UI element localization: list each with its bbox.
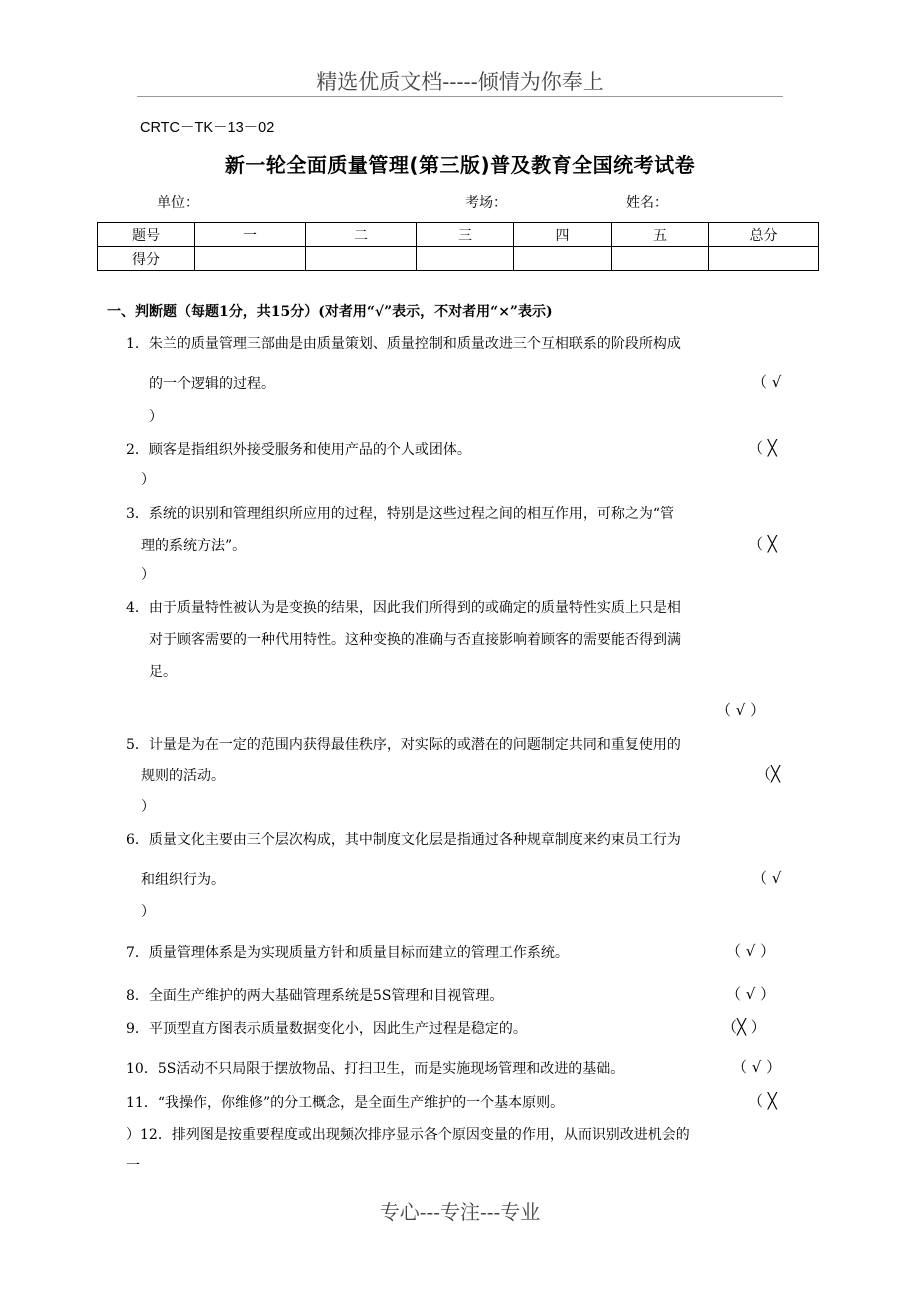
question-6-line-2: 和组织行为。 (141, 872, 225, 888)
question-2-answer-close: ） (141, 472, 155, 488)
page-footer: 专心---专注---专业 (379, 1200, 541, 1224)
question-10-line-1: 10．5S活动不只局限于摆放物品、打扫卫生，而是实施现场管理和改进的基础。 (126, 1061, 625, 1077)
score-table-header-cell: 二 (306, 223, 417, 247)
question-1-answer-close: ） (149, 409, 163, 425)
question-6-answer: （ √ (752, 869, 782, 887)
question-4-line-1: 4．由于质量特性被认为是变换的结果，因此我们所得到的或确定的质量特性实质上只是相 (126, 600, 681, 616)
document-code: CRTC－TK－13－02 (140, 120, 275, 136)
header-divider (137, 96, 783, 97)
question-3-line-1: 3．系统的识别和管理组织所应用的过程，特别是这些过程之间的相互作用，可称之为“管 (126, 506, 675, 522)
question-9-line-1: 9．平顶型直方图表示质量数据变化小，因此生产过程是稳定的。 (126, 1021, 527, 1037)
question-11-line-1: 11．“我操作，你维修”的分工概念，是全面生产维护的一个基本原则。 (126, 1095, 565, 1111)
score-input-cell[interactable] (709, 247, 819, 271)
question-12-line-1: ）12．排列图是按重要程度或出现频次排序显示各个原因变量的作用，从而识别改进机会的 (126, 1127, 690, 1143)
question-9-answer: （╳ ） (722, 1018, 766, 1036)
score-input-cell[interactable] (417, 247, 514, 271)
question-5-answer-close: ） (141, 799, 155, 815)
question-8-answer: （ √ ） (726, 985, 776, 1003)
section-heading: 一、判断题（每题1分，共15分）(对者用“√”表示，不对者用“×”表示) (107, 304, 553, 320)
question-5-line-1: 5．计量是为在一定的范围内获得最佳秩序，对实际的或潜在的问题制定共同和重复使用的 (126, 737, 681, 753)
question-1-line-1: 1．朱兰的质量管理三部曲是由质量策划、质量控制和质量改进三个互相联系的阶段所构成 (126, 336, 681, 352)
score-input-cell[interactable] (612, 247, 709, 271)
question-10-answer: （ √ ） (732, 1058, 782, 1076)
score-table-header-row (98, 223, 819, 247)
question-3-answer: （ ╳ (748, 535, 777, 553)
page-header: 精选优质文档-----倾情为你奉上 (316, 70, 604, 94)
score-table-score-row (98, 247, 819, 271)
question-8-line-1: 8．全面生产维护的两大基础管理系统是5S管理和目视管理。 (126, 988, 504, 1004)
score-table-header-cell: 题号 (98, 223, 195, 247)
score-input-cell[interactable] (306, 247, 417, 271)
question-4-answer: （ √ ） (716, 701, 766, 719)
question-3-answer-close: ） (141, 567, 155, 583)
score-table-header-cell: 四 (514, 223, 612, 247)
question-1-answer: （ √ (752, 373, 782, 391)
question-3-line-2: 理的系统方法”。 (141, 538, 247, 554)
score-table-header-cell: 三 (417, 223, 514, 247)
question-2-line-1: 2．顾客是指组织外接受服务和使用产品的个人或团体。 (126, 442, 471, 458)
score-table-header-cell: 五 (612, 223, 709, 247)
score-table (97, 222, 819, 271)
score-table-header-cell: 总分 (709, 223, 819, 247)
exam-title: 新一轮全面质量管理(第三版)普及教育全国统考试卷 (224, 153, 696, 177)
question-7-answer: （ √ ） (726, 942, 776, 960)
unit-label: 单位： (157, 195, 199, 211)
question-2-answer: （ ╳ (748, 439, 777, 457)
question-5-answer: （╳ (756, 765, 781, 783)
score-input-cell[interactable] (514, 247, 612, 271)
question-6-line-1: 6．质量文化主要由三个层次构成，其中制度文化层是指通过各种规章制度来约束员工行为 (126, 832, 681, 848)
score-input-cell[interactable] (195, 247, 306, 271)
venue-label: 考场： (465, 195, 507, 211)
question-1-line-2: 的一个逻辑的过程。 (149, 376, 275, 392)
question-4-line-2: 对于顾客需要的一种代用特性。这种变换的准确与否直接影响着顾客的需要能否得到满 (149, 632, 681, 648)
question-12-line-2: 一 (126, 1158, 140, 1174)
name-label: 姓名： (626, 195, 668, 211)
question-7-line-1: 7．质量管理体系是为实现质量方针和质量目标而建立的管理工作系统。 (126, 945, 569, 961)
score-table-header-cell: 一 (195, 223, 306, 247)
question-5-line-2: 规则的活动。 (141, 768, 225, 784)
question-6-answer-close: ） (141, 904, 155, 920)
score-row-label: 得分 (98, 247, 195, 271)
question-11-answer: （ ╳ (748, 1092, 777, 1110)
question-4-line-3: 足。 (149, 664, 177, 680)
